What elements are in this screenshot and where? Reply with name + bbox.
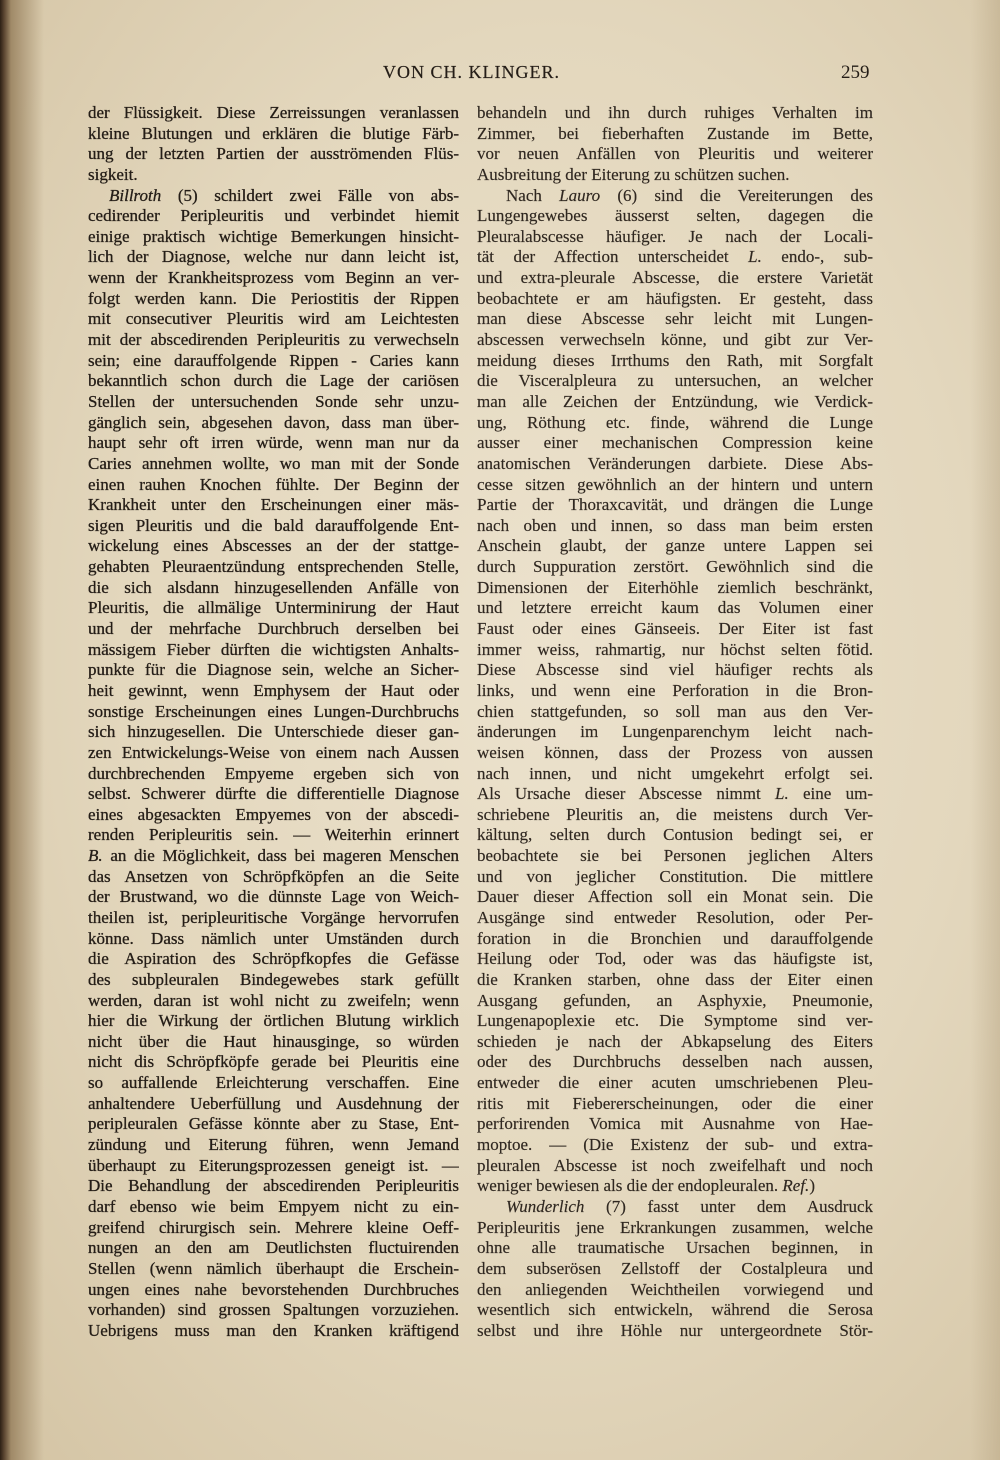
text-line: durch Suppuration zerstört. Gewöhnlich sind die: [477, 557, 873, 577]
text-line: einen rauhen Knochen fühlte. Der Beginn der: [88, 474, 459, 494]
text-line: vorhanden) sind grossen Spaltungen vorzuziehen.: [88, 1300, 459, 1320]
text-run: eine um-: [788, 784, 873, 804]
text-line: Lungenapoplexie etc. Die Symptome sind ver-: [477, 1011, 873, 1031]
text-line: Ausgang gefunden, an Asphyxie, Pneumonie,: [477, 990, 873, 1010]
paragraph: [477, 1197, 873, 1341]
text-line: ung der letzten Partien der ausströmenden Flüs-: [88, 144, 459, 164]
text-line: Dauer dieser Affection soll ein Monat sein. Die: [477, 887, 873, 907]
text-column-left: [88, 103, 459, 1341]
text-line: weisen können, dass der Prozess von aussen: [477, 742, 873, 762]
text-line: hier die Wirkung der örtlichen Blutung wirklich: [88, 1011, 459, 1031]
text-line: Ausbreitung der Eiterung zu schützen suchen.: [477, 164, 790, 184]
running-head: VON CH. KLINGER.: [383, 62, 560, 82]
text-line: [477, 1197, 873, 1218]
text-line: den anliegenden Weichtheilen vorwiegend und: [477, 1279, 873, 1299]
text-line: anatomischen Veränderungen darbiete. Diese Abs-: [477, 453, 873, 473]
text-line: selbst und ihre Höhle nur untergeordnete Stör-: [477, 1320, 873, 1340]
text-line: vor neuen Anfällen von Pleuritis und weiterer: [477, 144, 873, 164]
italic-name: Wunderlich: [506, 1196, 585, 1216]
text-line: abscessen verwechseln könne, und gibt zur Ver-: [477, 330, 873, 350]
text-line: wesentlich sich entwickeln, während die Serosa: [477, 1300, 873, 1320]
text-line: peripleuralen Gefässe könnte aber zu Stase, Ent-: [88, 1114, 459, 1134]
text-line: meidung dieses Irrthums den Rath, mit Sorgfalt: [477, 350, 873, 370]
text-line: des subpleuralen Bindegewebes stark gefüllt: [88, 969, 459, 989]
text-line: nicht dis Schröpfköpfe gerade bei Pleuritis eine: [88, 1052, 459, 1072]
text-line: moptoe. — (Die Existenz der sub- und extra-: [477, 1135, 873, 1155]
text-line: änderungen im Lungenparenchym leicht nach-: [477, 722, 873, 742]
text-run: weniger bewiesen als die der endopleuralen.: [477, 1176, 783, 1196]
text-line: werden, daran ist wohl nicht zu zweifeln; wenn: [88, 990, 459, 1010]
binding-shadow: [0, 0, 44, 1460]
text-line: und von jeglicher Constitution. Die mittlere: [477, 866, 873, 886]
text-line: nicht über die Haut hinausginge, so würden: [88, 1031, 459, 1051]
text-line: mässigem Fieber dürften die wichtigsten Anhalts-: [88, 639, 459, 659]
text-line: nach oben und innen, so dass man beim ersten: [477, 515, 873, 535]
text-line: perforirenden Vomica mit Ausnahme von Hae-: [477, 1114, 873, 1134]
italic-name: Billroth: [109, 185, 162, 205]
text-run: (7) fasst unter dem Ausdruck: [584, 1196, 873, 1216]
text-line: könne. Dass nämlich unter Umständen durch: [88, 928, 459, 948]
text-line: die Visceralpleura zu untersuchen, an welcher: [477, 371, 873, 391]
text-line: nungen an den am Deutlichsten fluctuirenden: [88, 1238, 459, 1258]
text-line: links, und wenn eine Perforation in die Bron-: [477, 680, 873, 700]
text-line: Heilung oder Tod, oder was das häufigste ist,: [477, 949, 873, 969]
text-line: Peripleuritis jene Erkrankungen zusammen, welche: [477, 1217, 873, 1237]
text-column-right: [477, 103, 873, 1341]
text-line: immer weiss, rahmartig, nur höchst selten fötid.: [477, 639, 873, 659]
text-line: die sich alsdann hinzugesellenden Anfälle von: [88, 577, 459, 597]
text-line: Lungengewebes äusserst selten, dagegen die: [477, 206, 873, 226]
text-line: cedirender Peripleuritis und verbindet hiemit: [88, 206, 459, 226]
text-line: mit der abscedirenden Peripleuritis zu verwechseln: [88, 330, 459, 350]
text-line: [477, 186, 873, 207]
italic-name: L.: [775, 784, 789, 804]
italic-name: Lauro: [559, 185, 601, 205]
text-run: endo-, sub-: [761, 247, 873, 267]
text-line: ausser einer mechanischen Compression keine: [477, 433, 873, 453]
text-run: Als Ursache dieser Abscesse nimmt: [477, 784, 776, 804]
text-run: ): [809, 1176, 815, 1196]
text-line: Anschein glaubt, der ganze untere Lappen sei: [477, 536, 873, 556]
paragraph: [477, 186, 873, 1197]
text-line: überhaupt zu Eiterungsprozessen geneigt ist. —: [88, 1155, 459, 1175]
text-line: ungen eines nahe bevorstehenden Durchbruches: [88, 1279, 459, 1299]
text-line: man diese Abscesse sehr leicht mit Lungen-: [477, 309, 873, 329]
text-line: und extra-pleurale Abscesse, die erstere Varietät: [477, 268, 873, 288]
text-line: darf ebenso wie beim Empyem nicht zu ein-: [88, 1196, 459, 1216]
text-line: Stellen (wenn nämlich überhaupt die Erschein-: [88, 1258, 459, 1278]
text-line: haupt sehr oft irren würde, wenn man nur da: [88, 433, 459, 453]
text-line: dem subserösen Zellstoff der Costalpleura und: [477, 1258, 873, 1278]
text-line: entweder die einer acuten umschriebenen Pleu-: [477, 1073, 873, 1093]
text-line: beobachtete er am häufigsten. Er gesteht, dass: [477, 288, 873, 308]
text-line: pleuralen Abscesse ist noch zweifelhaft und noch: [477, 1155, 873, 1175]
text-line: [88, 846, 459, 867]
italic-name: L.: [748, 247, 762, 267]
text-line: [477, 784, 873, 805]
text-line: [477, 1176, 873, 1197]
text-line: zündung und Eiterung führen, wenn Jemand: [88, 1135, 459, 1155]
text-line: so auffallende Erleichterung verschaffen. Eine: [88, 1073, 459, 1093]
text-line: bekanntlich schon durch die Lage der cariösen: [88, 371, 459, 391]
italic-name: Ref.: [782, 1176, 810, 1196]
text-line: Stellen der untersuchenden Sonde sehr unzu-: [88, 391, 459, 411]
text-line: Dimensionen der Eiterhöhle ziemlich beschränkt,: [477, 577, 873, 597]
text-line: die Aspiration des Schröpfkopfes die Gefässe: [88, 949, 459, 969]
text-line: sonstige Erscheinungen eines Lungen-Durchbruchs: [88, 701, 459, 721]
text-line: gehabten Pleuraentzündung entsprechenden Stelle,: [88, 557, 459, 577]
text-line: schieden je nach der Abkapselung des Eiters: [477, 1031, 873, 1051]
text-line: theilen ist, peripleuritische Vorgänge hervorrufen: [88, 907, 459, 927]
text-line: Uebrigens muss man den Kranken kräftigend: [88, 1320, 459, 1340]
text-line: punkte für die Diagnose sein, welche an Sicher-: [88, 660, 459, 680]
text-line: renden Peripleuritis sein. — Weiterhin erinnert: [88, 825, 459, 845]
text-line: chien stattgefunden, so soll man aus den Ver-: [477, 701, 873, 721]
text-line: schriebene Pleuritis an, die meistens durch Ver-: [477, 804, 873, 824]
text-line: man alle Zeichen der Entzündung, wie Verdick-: [477, 391, 873, 411]
text-run: (6) sind die Vereiterungen des: [600, 185, 873, 205]
text-line: Pleuralabscesse häufiger. Je nach der Locali-: [477, 226, 873, 246]
text-line: Faust oder eines Gänseeis. Der Eiter ist fast: [477, 619, 873, 639]
text-line: ritis mit Fiebererscheinungen, oder die einer: [477, 1093, 873, 1113]
text-line: folgt werden kann. Die Periostitis der Rippen: [88, 288, 459, 308]
text-line: kältung, selten durch Contusion bedingt sei, er: [477, 825, 873, 845]
text-line: cesse sitzen gewöhnlich an der hintern und untern: [477, 474, 873, 494]
text-line: der Flüssigkeit. Diese Zerreissungen veranlassen: [88, 103, 459, 122]
text-line: der Brustwand, wo die dünnste Lage von Weich-: [88, 887, 459, 907]
text-line: greifend chirurgisch sein. Mehrere kleine Oeff-: [88, 1217, 459, 1237]
text-line: Die Behandlung der abscedirenden Peripleuritis: [88, 1176, 459, 1196]
text-run: tät der Affection unterscheidet: [477, 247, 749, 267]
text-line: [477, 247, 873, 268]
text-line: gänglich sein, abgesehen davon, dass man über-: [88, 412, 459, 432]
text-line: und der mehrfache Durchbruch derselben bei: [88, 619, 459, 639]
italic-name: B.: [88, 846, 103, 866]
text-line: selbst. Schwerer dürfte die differentielle Diagnose: [88, 784, 459, 804]
text-line: durchbrechenden Empyeme ergeben sich von: [88, 763, 459, 783]
text-line: Caries annehmen wollte, wo man mit der Sonde: [88, 453, 459, 473]
text-line: oder des Durchbruchs desselben nach aussen,: [477, 1052, 873, 1072]
text-line: kleine Blutungen und erklären die blutige Färb-: [88, 123, 459, 143]
text-run: (5) schildert zwei Fälle von abs-: [161, 185, 459, 205]
text-line: Ausgänge sind entweder Resolution, oder Per-: [477, 907, 873, 927]
text-line: sigkeit.: [88, 164, 138, 184]
text-line: und letztere erreicht kaum das Volumen einer: [477, 598, 873, 618]
text-line: wickelung eines Abscesses an der der stattge-: [88, 536, 459, 556]
text-line: zen Entwickelungs-Weise von einem nach Aussen: [88, 742, 459, 762]
text-line: ung, Röthung etc. finde, während die Lunge: [477, 412, 873, 432]
text-line: anhaltendere Ueberfüllung und Ausdehnung der: [88, 1093, 459, 1113]
text-line: die Kranken starben, ohne dass der Eiter einen: [477, 969, 873, 989]
paragraph: [477, 103, 873, 186]
text-run: Nach: [506, 185, 560, 205]
text-line: Zimmer, bei fieberhaften Zustande im Bette,: [477, 123, 873, 143]
page-number: 259: [841, 62, 870, 83]
text-line: sein; eine darauffolgende Rippen - Caries kann: [88, 350, 459, 370]
text-line: [88, 186, 459, 207]
text-line: ohne alle traumatische Ursachen beginnen, in: [477, 1238, 873, 1258]
text-line: lich der Diagnose, welche nur dann leicht ist,: [88, 247, 459, 267]
page-edge-shadow: [970, 0, 1000, 1460]
text-line: Partie der Thoraxcavität, und drängen die Lunge: [477, 495, 873, 515]
text-line: einige praktisch wichtige Bemerkungen hinsicht-: [88, 226, 459, 246]
text-line: Pleuritis, die allmälige Unterminirung der Haut: [88, 598, 459, 618]
text-line: nach innen, und nicht umgekehrt erfolgt sei.: [477, 763, 873, 783]
text-line: eines abgesackten Empyemes von der abscedi-: [88, 804, 459, 824]
text-line: sich hinzugesellen. Die Unterschiede dieser gan-: [88, 722, 459, 742]
text-line: mit consecutiver Pleuritis wird am Leichtesten: [88, 309, 459, 329]
text-line: sigen Pleuritis und die bald darauffolgende Ent-: [88, 515, 459, 535]
text-line: behandeln und ihn durch ruhiges Verhalten im: [477, 103, 873, 122]
paragraph: [88, 186, 459, 1342]
paragraph: [88, 103, 459, 186]
text-line: foration in die Bronchien und darauffolgende: [477, 928, 873, 948]
text-line: Krankheit unter den Erscheinungen einer mäs-: [88, 495, 459, 515]
text-line: wenn der Krankheitsprozess vom Beginn an ver-: [88, 268, 459, 288]
text-line: das Ansetzen von Schröpfköpfen an die Seite: [88, 866, 459, 886]
text-line: heit gewinnt, wenn Emphysem der Haut oder: [88, 680, 459, 700]
text-run: an die Möglichkeit, dass bei mageren Menschen: [102, 846, 459, 866]
text-line: Diese Abscesse sind viel häufiger rechts als: [477, 660, 873, 680]
text-line: beobachtete sie bei Personen jeglichen Alters: [477, 846, 873, 866]
